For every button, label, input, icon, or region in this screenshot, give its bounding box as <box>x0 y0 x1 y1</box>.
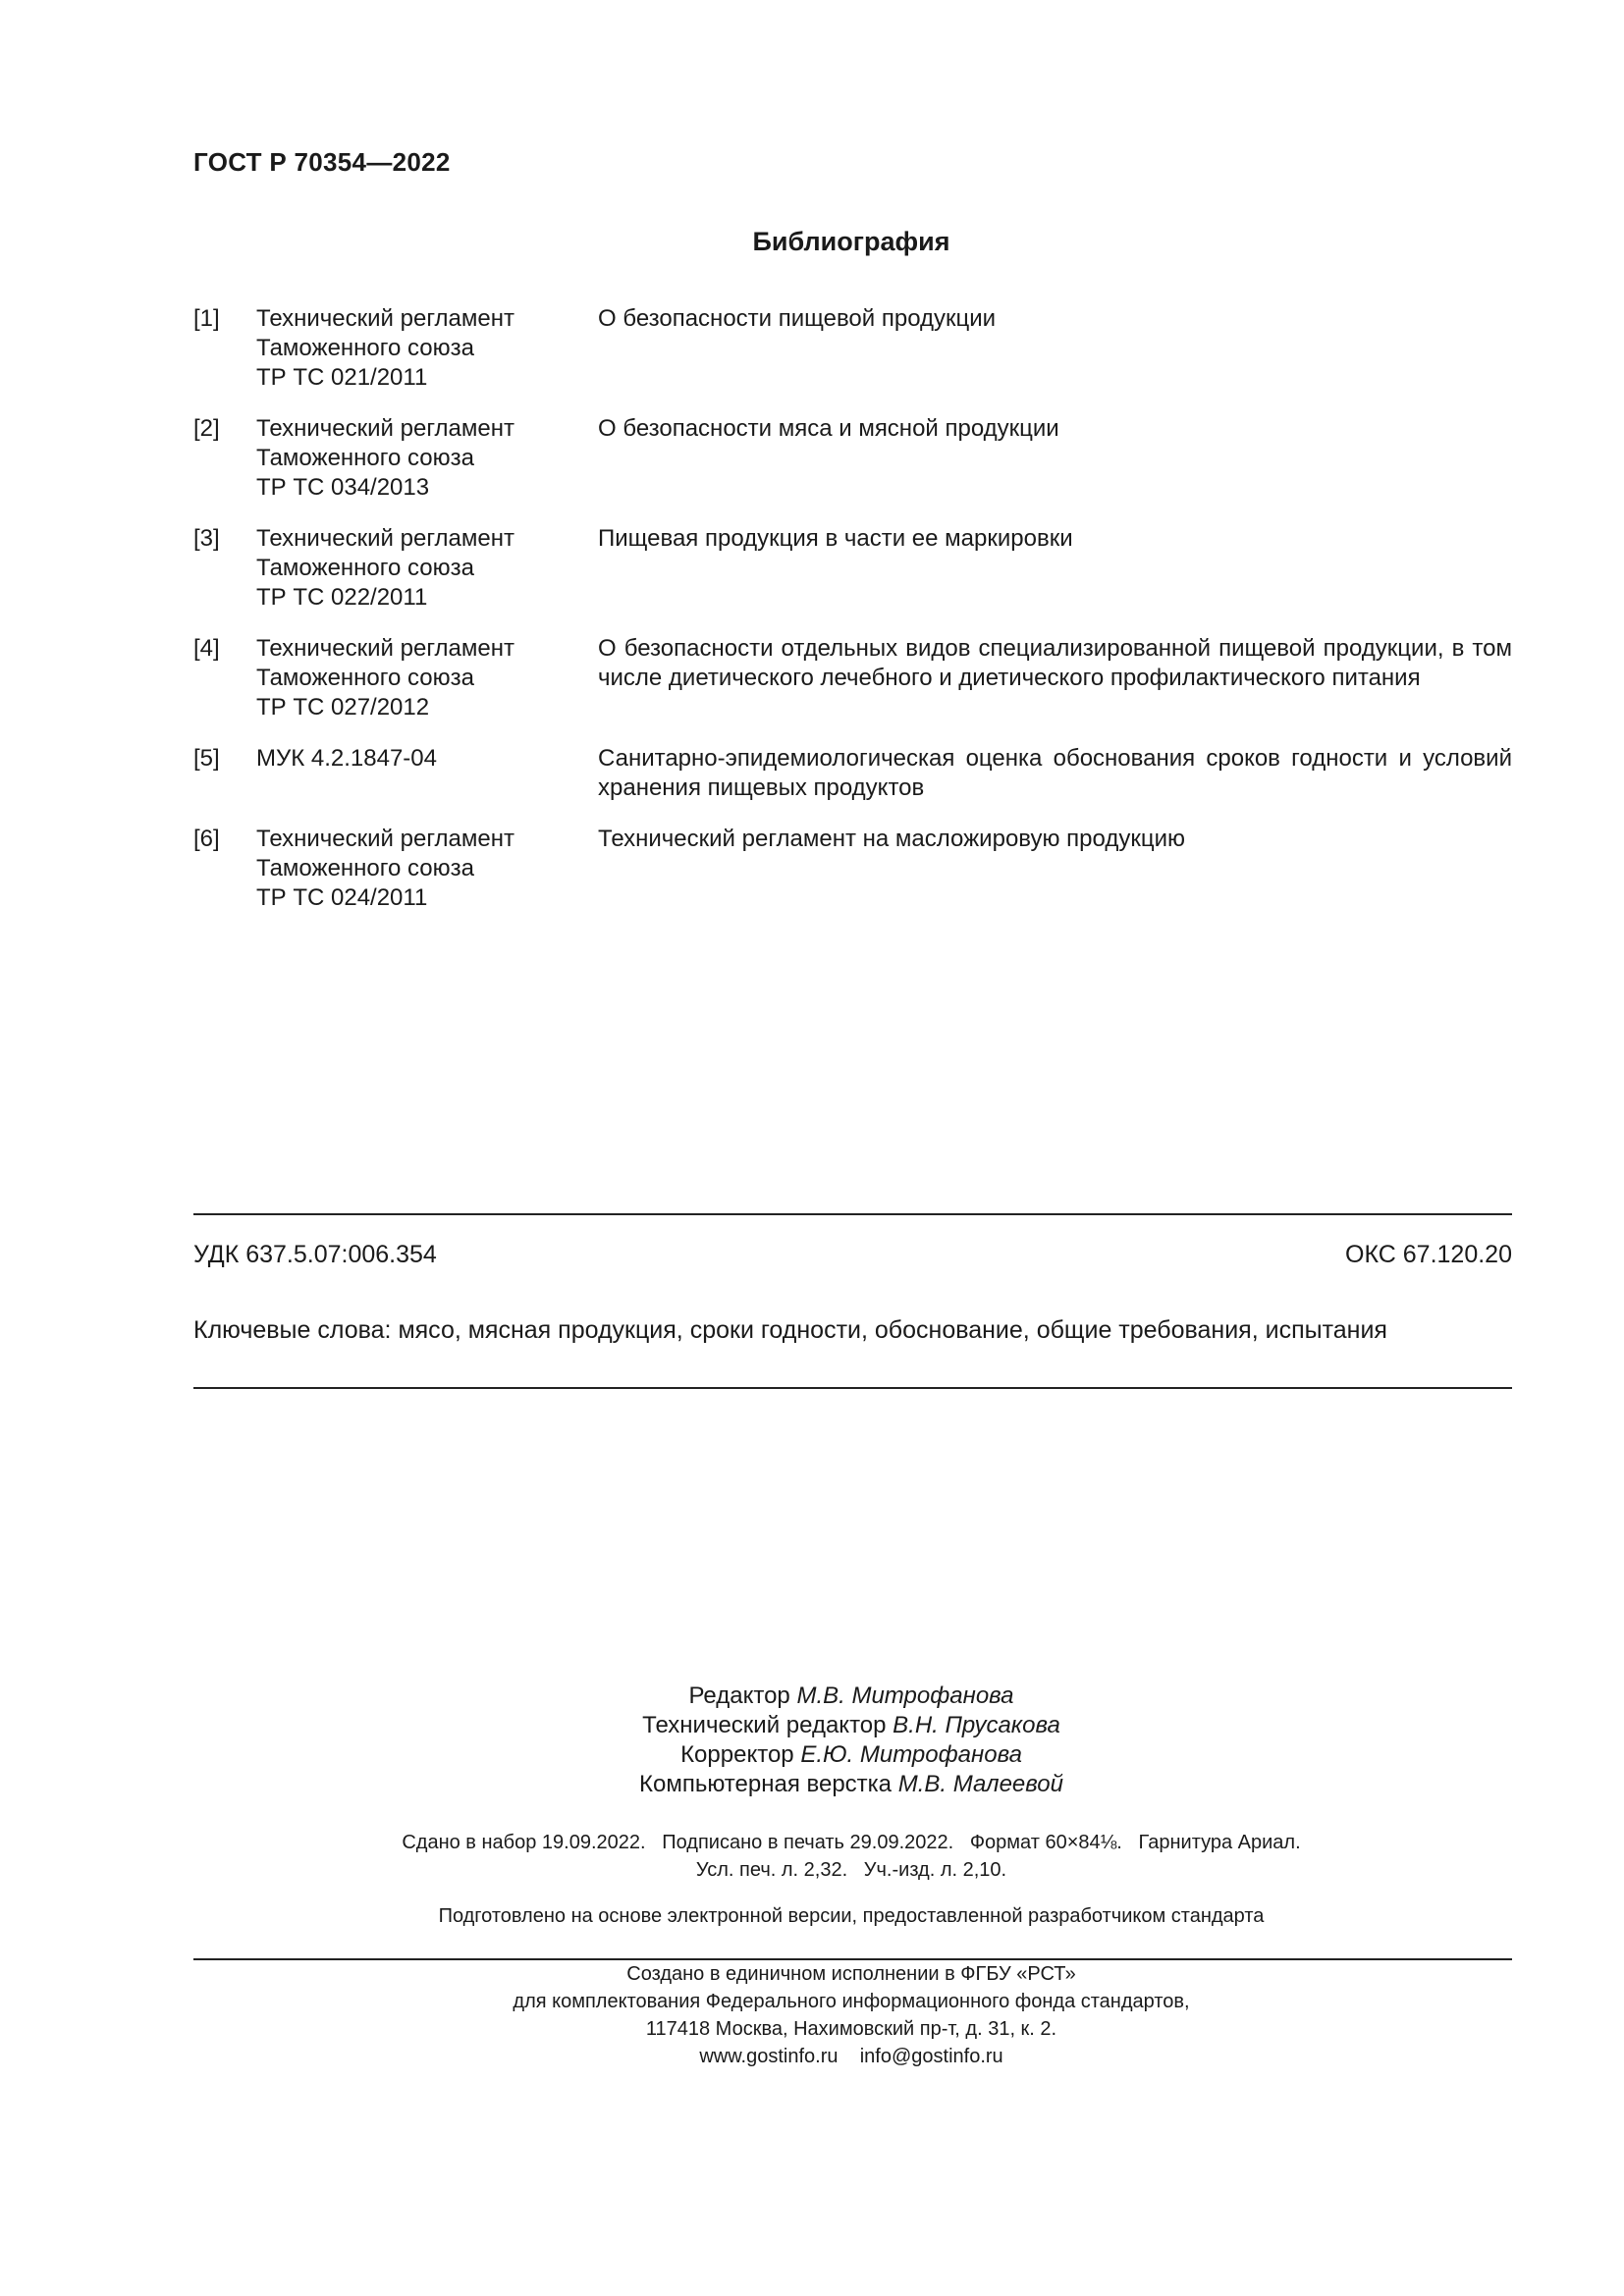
credit-role: Компьютерная верстка <box>639 1771 893 1797</box>
entry-source: Технический регламент Таможенного союза ТР ТС 022/2011 <box>256 525 514 611</box>
publisher-line: Создано в единичном исполнении в ФГБУ «РСТ» <box>626 1963 1076 1985</box>
oks-code: ОКС 67.120.20 <box>1345 1241 1512 1268</box>
bibliography-entry <box>193 825 1512 913</box>
entry-title: Технический регламент на масложировую продукцию <box>598 826 1185 852</box>
document-code: ГОСТ Р 70354—2022 <box>193 147 451 177</box>
publisher-links: www.gostinfo.ru info@gostinfo.ru <box>699 2046 1003 2067</box>
bibliography-list <box>193 304 1512 934</box>
entry-title: О безопасности пищевой продукции <box>598 305 997 332</box>
entry-source: Технический регламент Таможенного союза ТР ТС 034/2013 <box>256 415 514 501</box>
credits-block <box>0 1682 1624 1799</box>
entry-number: [6] <box>193 826 220 852</box>
divider-top <box>193 1213 1512 1215</box>
entry-number: [5] <box>193 745 220 772</box>
credit-line <box>0 1711 1624 1740</box>
divider-bottom <box>193 1387 1512 1389</box>
print-info <box>0 1829 1624 1884</box>
bibliography-entry <box>193 744 1512 803</box>
entry-title: Пищевая продукция в части ее маркировки <box>598 525 1073 552</box>
bibliography-entry <box>193 634 1512 722</box>
entry-title: О безопасности отдельных видов специализированной пищевой продукции, в том числе диетического лечебного и диетического профилактического питания <box>598 635 1512 691</box>
credit-line <box>0 1740 1624 1770</box>
print-info-line: Сдано в набор 19.09.2022. Подписано в печать 29.09.2022. Формат 60×84⅛. Гарнитура Ариал. <box>402 1832 1301 1853</box>
entry-number: [3] <box>193 525 220 552</box>
entry-source: Технический регламент Таможенного союза ТР ТС 024/2011 <box>256 826 514 911</box>
credit-name: М.В. Митрофанова <box>796 1682 1014 1709</box>
bibliography-entry <box>193 304 1512 393</box>
entry-source: Технический регламент Таможенного союза ТР ТС 021/2011 <box>256 305 514 391</box>
bibliography-title: Библиография <box>752 227 950 256</box>
bibliography-entry <box>193 414 1512 503</box>
credit-name: Е.Ю. Митрофанова <box>800 1741 1022 1768</box>
entry-number: [2] <box>193 415 220 442</box>
credit-role: Корректор <box>680 1741 794 1768</box>
credit-role: Технический редактор <box>642 1712 887 1738</box>
credit-line <box>0 1682 1624 1711</box>
publisher-line: 117418 Москва, Нахимовский пр-т, д. 31, к. 2. <box>645 2018 1057 2040</box>
publisher-line: для комплектования Федерального информационного фонда стандартов, <box>513 1991 1190 2012</box>
entry-title: О безопасности мяса и мясной продукции <box>598 415 1059 442</box>
prepared-note: Подготовлено на основе электронной версии, предоставленной разработчиком стандарта <box>438 1905 1265 1927</box>
entry-number: [4] <box>193 635 220 662</box>
keywords: Ключевые слова: мясо, мясная продукция, сроки годности, обоснование, общие требования, испытания <box>193 1316 1387 1344</box>
udk-code: УДК 637.5.07:006.354 <box>193 1241 437 1268</box>
credit-name: М.В. Малеевой <box>897 1771 1063 1797</box>
publisher-info <box>0 1960 1624 2070</box>
credit-name: В.Н. Прусакова <box>893 1712 1060 1738</box>
entry-source: Технический регламент Таможенного союза ТР ТС 027/2012 <box>256 635 514 721</box>
credit-role: Редактор <box>688 1682 790 1709</box>
entry-title: Санитарно-эпидемиологическая оценка обоснования сроков годности и условий хранения пищевых продуктов <box>598 745 1512 801</box>
credit-line <box>0 1770 1624 1799</box>
print-info-line: Усл. печ. л. 2,32. Уч.-изд. л. 2,10. <box>695 1859 1007 1881</box>
bibliography-entry <box>193 524 1512 613</box>
entry-source: МУК 4.2.1847-04 <box>256 745 437 772</box>
entry-number: [1] <box>193 305 220 332</box>
